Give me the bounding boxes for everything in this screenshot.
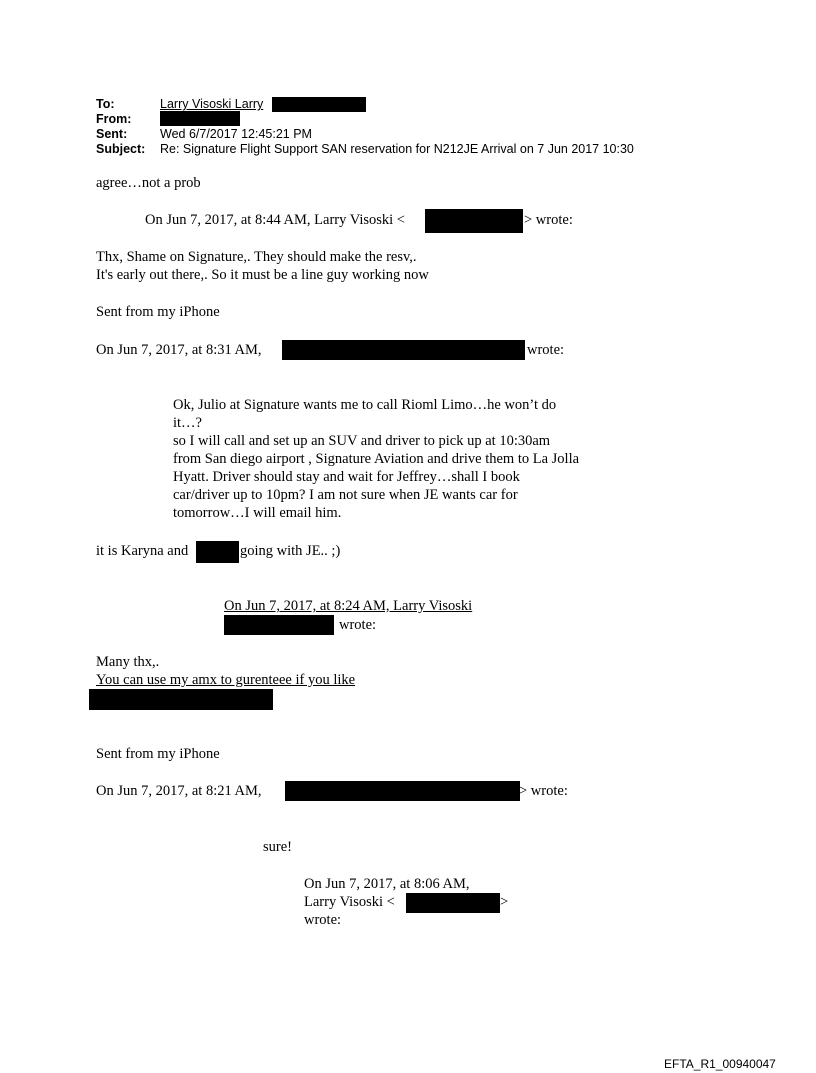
message-line: tomorrow…I will email him.: [173, 505, 342, 521]
message-line: Thx, Shame on Signature,. They should make the resv,.: [96, 249, 417, 265]
redaction-block: [272, 97, 366, 112]
subject-label: Subject:: [96, 142, 146, 156]
redaction-block: [160, 111, 240, 126]
to-value: Larry Visoski Larry: [160, 97, 264, 111]
quote-header-end: wrote:: [339, 617, 377, 633]
redaction-block: [285, 781, 520, 801]
redaction-block: [89, 689, 273, 710]
quote-header: On Jun 7, 2017, at 8:06 AM,: [304, 876, 470, 892]
message-line: so I will call and set up an SUV and driver to pick up at 10:30am: [173, 433, 551, 449]
signature-line: Sent from my iPhone: [96, 304, 220, 320]
message-line: car/driver up to 10pm? I am not sure when JE wants car for: [173, 487, 518, 503]
sent-value: Wed 6/7/2017 12:45:21 PM: [160, 127, 312, 141]
quote-header: On Jun 7, 2017, at 8:21 AM,: [96, 783, 262, 799]
quote-header-end: > wrote:: [524, 212, 573, 228]
quote-header-end: wrote:: [304, 912, 342, 928]
signature-line: Sent from my iPhone: [96, 746, 220, 762]
message-line: sure!: [263, 839, 292, 855]
message-line: You can use my amx to gurenteee if you like: [96, 672, 356, 688]
redaction-block: [406, 893, 500, 913]
subject-value: Re: Signature Flight Support SAN reservation for N212JE Arrival on 7 Jun 2017 10:30: [160, 142, 634, 156]
message-line: going with JE.. ;): [240, 543, 341, 559]
quote-header-end: wrote:: [527, 342, 565, 358]
redaction-block: [196, 541, 239, 563]
quote-header: Larry Visoski <: [304, 894, 395, 910]
quote-header: On Jun 7, 2017, at 8:31 AM,: [96, 342, 262, 358]
redaction-block: [224, 615, 334, 635]
message-line: Hyatt. Driver should stay and wait for Jeffrey…shall I book: [173, 469, 520, 485]
redaction-block: [425, 209, 523, 233]
from-label: From:: [96, 112, 132, 126]
message-line: It's early out there,. So it must be a line guy working now: [96, 267, 429, 283]
to-label: To:: [96, 97, 115, 111]
message-line: Ok, Julio at Signature wants me to call Rioml Limo…he won’t do: [173, 397, 557, 413]
redaction-block: [282, 340, 525, 360]
quote-header: On Jun 7, 2017, at 8:44 AM, Larry Visoski <: [145, 212, 405, 228]
message-line: it…?: [173, 415, 202, 431]
message-line: from San diego airport , Signature Aviation and drive them to La Jolla: [173, 451, 580, 467]
message-line: Many thx,.: [96, 654, 160, 670]
document-id: EFTA_R1_00940047: [664, 1057, 776, 1071]
reply-text: agree…not a prob: [96, 175, 201, 191]
quote-header-end: > wrote:: [519, 783, 568, 799]
sent-label: Sent:: [96, 127, 128, 141]
quote-header-end: >: [500, 894, 509, 910]
quote-header: On Jun 7, 2017, at 8:24 AM, Larry Visoski: [224, 598, 473, 614]
message-line: it is Karyna and: [96, 543, 189, 559]
